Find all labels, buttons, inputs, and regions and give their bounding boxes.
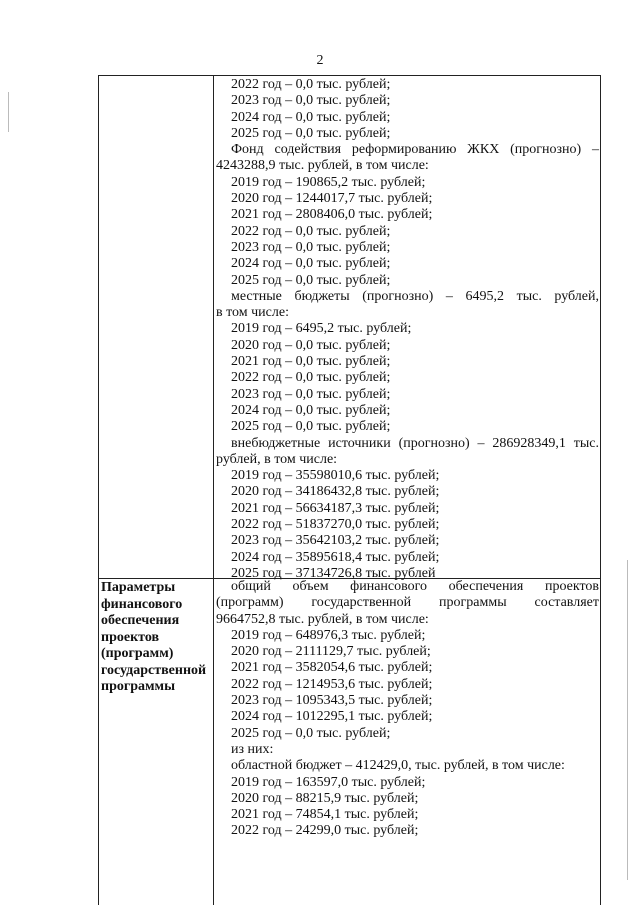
text-line: 2024 год – 0,0 тыс. рублей; — [231, 402, 391, 418]
text-line: 2021 год – 3582054,6 тыс. рублей; — [231, 660, 433, 676]
text-line: 2023 год – 1095343,5 тыс. рублей; — [231, 693, 433, 709]
text-line: 2025 год – 0,0 тыс. рублей; — [231, 125, 391, 141]
text-line: 2020 год – 88215,9 тыс. рублей; — [231, 790, 419, 806]
text-line: 2020 год – 2111129,7 тыс. рублей; — [231, 644, 431, 660]
text-line: (программ) государственной программы составляет — [216, 595, 599, 611]
text-line: 2021 год – 2808406,0 тыс. рублей; — [231, 207, 433, 223]
label-line: Параметры — [101, 580, 176, 595]
bottom-row-content — [216, 579, 599, 840]
label-line: финансового — [101, 596, 183, 612]
text-line: местные бюджеты (прогнозно) – 6495,2 тыс. рублей, — [231, 288, 599, 304]
text-line: общий объем финансового обеспечения проектов — [231, 579, 599, 594]
text-line: 2025 год – 37134726,8 тыс. рублей — [231, 565, 436, 581]
text-line: 2021 год – 74854,1 тыс. рублей; — [231, 807, 419, 823]
text-line: из них: — [231, 741, 274, 757]
text-line: рублей, в том числе: — [216, 451, 338, 467]
text-line: 2025 год – 0,0 тыс. рублей; — [231, 419, 391, 435]
text-line: 2020 год – 1244017,7 тыс. рублей; — [231, 191, 433, 207]
text-line: 2023 год – 35642103,2 тыс. рублей; — [231, 533, 440, 549]
text-line: 2023 год – 0,0 тыс. рублей; — [231, 386, 391, 402]
text-line: 2022 год – 24299,0 тыс. рублей; — [231, 823, 419, 839]
text-line: 4243288,9 тыс. рублей, в том числе: — [216, 158, 429, 174]
text-line: 2020 год – 0,0 тыс. рублей; — [231, 337, 391, 353]
top-row-content — [216, 77, 599, 582]
text-line: 2019 год – 163597,0 тыс. рублей; — [231, 774, 426, 790]
text-line: 2021 год – 0,0 тыс. рублей; — [231, 354, 391, 370]
text-line: 2024 год – 0,0 тыс. рублей; — [231, 109, 391, 125]
right-margin-mark — [627, 560, 628, 880]
text-line: 2019 год – 190865,2 тыс. рублей; — [231, 174, 426, 190]
text-line: 2025 год – 0,0 тыс. рублей; — [231, 725, 391, 741]
text-line: 2022 год – 0,0 тыс. рублей; — [231, 370, 391, 386]
text-line: 2022 год – 51837270,0 тыс. рублей; — [231, 517, 440, 533]
text-line: 2023 год – 0,0 тыс. рублей; — [231, 239, 391, 255]
text-line: 2022 год – 0,0 тыс. рублей; — [231, 77, 391, 92]
label-line: государственной — [101, 662, 207, 678]
label-line: проектов — [101, 629, 160, 645]
page-number: 2 — [316, 53, 324, 68]
text-line: 2019 год – 35598010,6 тыс. рублей; — [231, 468, 440, 484]
text-line: 2020 год – 34186432,8 тыс. рублей; — [231, 484, 440, 500]
text-line: 2024 год – 1012295,1 тыс. рублей; — [231, 709, 433, 725]
text-line: 2019 год – 6495,2 тыс. рублей; — [231, 321, 412, 337]
text-line: 2025 год – 0,0 тыс. рублей; — [231, 272, 391, 288]
label-line: (программ) — [101, 646, 174, 661]
label-line: обеспечения — [101, 613, 180, 628]
text-line: внебюджетные источники (прогнозно) – 286928349,1 тыс. — [231, 435, 599, 451]
financing-table — [98, 75, 601, 905]
left-margin-mark — [8, 92, 9, 132]
label-line: программы — [101, 679, 175, 694]
text-line: областной бюджет – 412429,0, тыс. рублей, в том числе: — [231, 758, 565, 774]
column-divider — [213, 76, 214, 905]
text-line: 9664752,8 тыс. рублей, в том числе: — [216, 611, 429, 627]
text-line: 2022 год – 0,0 тыс. рублей; — [231, 223, 391, 239]
text-line: в том числе: — [216, 305, 289, 321]
text-line: 2023 год – 0,0 тыс. рублей; — [231, 93, 391, 109]
text-line: Фонд содействия реформированию ЖКХ (прогнозно) – — [231, 142, 599, 158]
row-label-financing-parameters — [101, 580, 211, 696]
text-line: 2019 год – 648976,3 тыс. рублей; — [231, 627, 426, 643]
text-line: 2024 год – 0,0 тыс. рублей; — [231, 256, 391, 272]
text-line: 2021 год – 56634187,3 тыс. рублей; — [231, 500, 440, 516]
text-line: 2024 год – 35895618,4 тыс. рублей; — [231, 549, 440, 565]
text-line: 2022 год – 1214953,6 тыс. рублей; — [231, 676, 433, 692]
